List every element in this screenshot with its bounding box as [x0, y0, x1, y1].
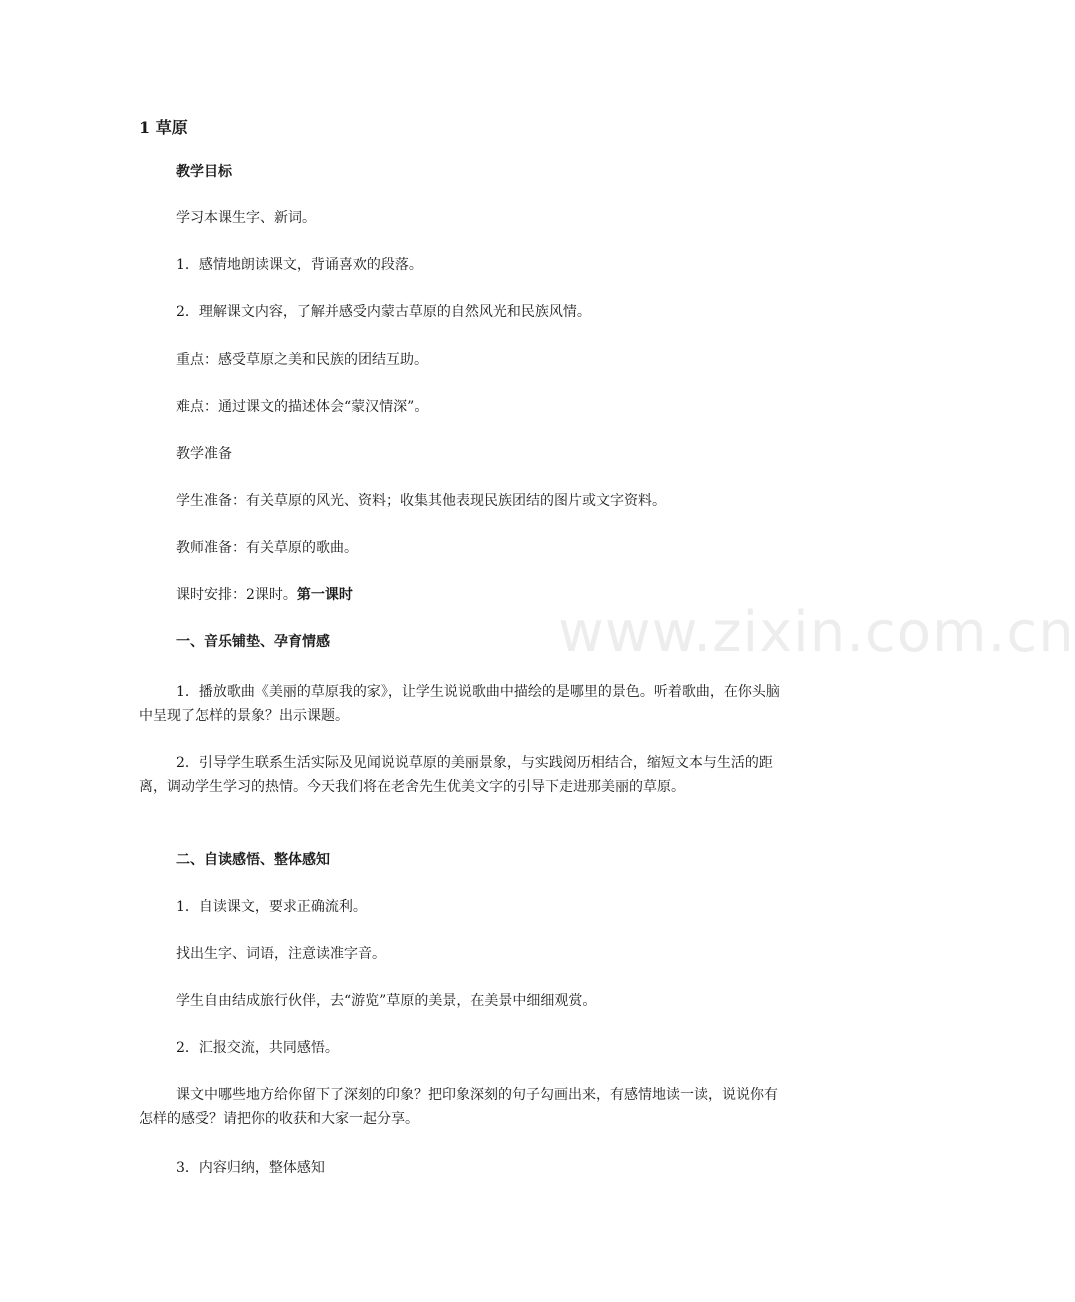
section-2-find-words: 找出生字、词语，注意读准字音。: [176, 946, 386, 962]
first-lesson-label: 第一课时: [296, 587, 353, 603]
teacher-prep: 教师准备：有关草原的歌曲。: [176, 540, 358, 556]
student-prep: 学生准备：有关草原的风光、资料；收集其他表现民族团结的图片或文字资料。: [176, 493, 666, 509]
goals-heading: 教学目标: [176, 164, 232, 180]
goal-item-1: 1．感情地朗读课文，背诵喜欢的段落。: [176, 257, 423, 273]
schedule-text: 课时安排：2课时。: [176, 587, 297, 603]
prep-heading: 教学准备: [176, 446, 232, 462]
section-heading-1: 一、音乐铺垫、孕育情感: [176, 634, 330, 650]
section-2-free-groups: 学生自由结成旅行伙伴，去“游览”草原的美景，在美景中细细观赏。: [176, 993, 597, 1009]
section-2-paragraph: 课文中哪些地方给你留下了深刻的印象？把印象深刻的句子勾画出来，有感情地读一读，说说你有怎样的感受？请把你的收获和大家一起分享。: [139, 1087, 778, 1127]
key-point: 重点：感受草原之美和民族的团结互助。: [176, 352, 428, 368]
goal-words: 学习本课生字、新词。: [176, 210, 316, 226]
difficult-point: 难点：通过课文的描述体会“蒙汉情深”。: [176, 399, 429, 415]
page-title: 1 草原: [139, 118, 188, 137]
section-1-paragraph-2: 2．引导学生联系生活实际及见闻说说草原的美丽景象，与实践阅历相结合，缩短文本与生活的距离，调动学生学习的热情。今天我们将在老舍先生优美文字的引导下走进那美丽的草原。: [139, 755, 773, 795]
schedule-line: [176, 587, 353, 603]
section-1-paragraph-1: 1．播放歌曲《美丽的草原我的家》，让学生说说歌曲中描绘的是哪里的景色。听着歌曲，在你头脑中呈现了怎样的景象？出示课题。: [139, 684, 780, 724]
watermark: www.zixin.com.cn: [558, 600, 1075, 665]
section-2-item-3: 3．内容归纳，整体感知: [176, 1160, 325, 1176]
section-heading-2: 二、自读感悟、整体感知: [176, 852, 330, 868]
section-2-item-2: 2．汇报交流，共同感悟。: [176, 1040, 339, 1056]
section-2-item-1: 1．自读课文，要求正确流利。: [176, 899, 367, 915]
goal-item-2: 2．理解课文内容，了解并感受内蒙古草原的自然风光和民族风情。: [176, 304, 591, 320]
